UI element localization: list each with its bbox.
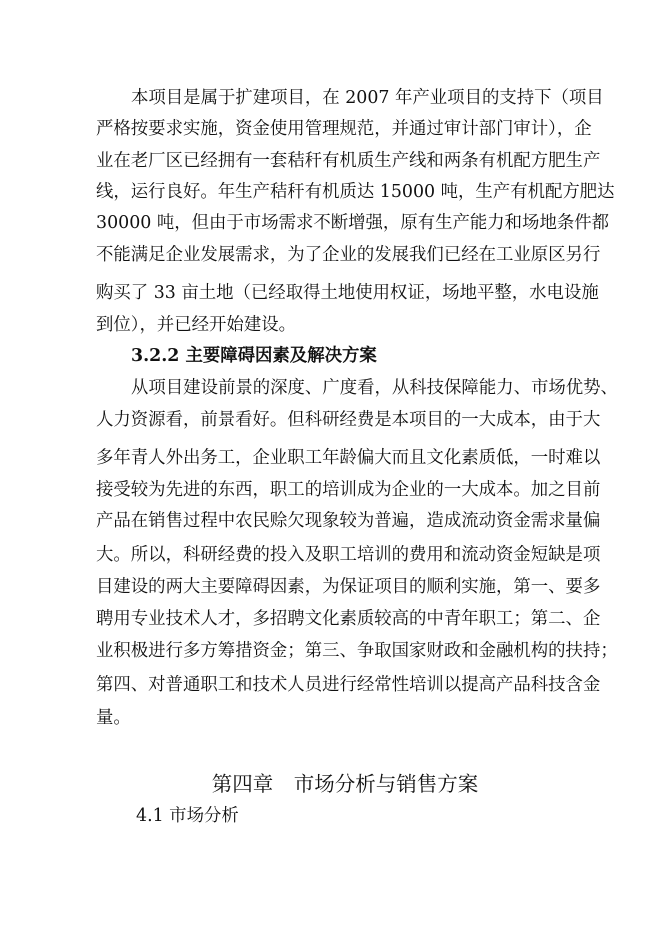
- paragraph-2-line-10: 第四、对普通职工和技术人员进行经常性培训以提高产品科技含金: [96, 675, 601, 695]
- paragraph-2-line-2: 人力资源看，前景看好。但科研经费是本项目的一大成本，由于大: [96, 410, 601, 430]
- section-title-4-1: 4.1 市场分析: [136, 806, 239, 826]
- chapter-title: 第四章 市场分析与销售方案: [211, 772, 479, 796]
- paragraph-2-line-11: 量。: [96, 708, 131, 728]
- paragraph-2-line-5: 产品在销售过程中农民赊欠现象较为普遍，造成流动资金需求量偏: [96, 511, 601, 531]
- paragraph-2-line-7: 目建设的两大主要障碍因素，为保证项目的顺利实施，第一、要多: [96, 577, 601, 597]
- paragraph-1-line-2: 严格按要求实施，资金使用管理规范，并通过审计部门审计），企: [96, 119, 592, 139]
- paragraph-1-line-7: 购买了 33 亩土地（已经取得土地使用权证，场地平整，水电设施: [96, 283, 599, 303]
- paragraph-1-line-6: 不能满足企业发展需求，为了企业的发展我们已经在工业原区另行: [96, 245, 601, 265]
- paragraph-2-line-3: 多年青人外出务工，企业职工年龄偏大而且文化素质低，一时难以: [96, 448, 601, 468]
- paragraph-2-line-8: 聘用专业技术人才，多招聘文化素质较高的中青年职工；第二、企: [96, 609, 601, 629]
- subheading-3-2-2: 3.2.2 主要障碍因素及解决方案: [131, 346, 377, 366]
- paragraph-1-line-8: 到位），并已经开始建设。: [96, 315, 296, 335]
- paragraph-2-line-9: 业积极进行多方筹措资金；第三、争取国家财政和金融机构的扶持；: [96, 641, 618, 661]
- paragraph-2-line-4: 接受较为先进的东西，职工的培训成为企业的一大成本。加之目前: [96, 480, 601, 500]
- paragraph-1-line-4: 线，运行良好。年生产秸秆有机质达 15000 吨，生产有机配方肥达: [96, 182, 615, 202]
- paragraph-2-line-1: 从项目建设前景的深度、广度看，从科技保障能力、市场优势、: [131, 378, 618, 398]
- paragraph-2-line-6: 大。所以，科研经费的投入及职工培训的费用和流动资金短缺是项: [96, 545, 601, 565]
- paragraph-1-line-1: 本项目是属于扩建项目，在 2007 年产业项目的支持下（项目: [131, 88, 604, 108]
- paragraph-1-line-3: 业在老厂区已经拥有一套秸秆有机质生产线和两条有机配方肥生产: [96, 151, 601, 171]
- paragraph-1-line-5: 30000 吨，但由于市场需求不断增强，原有生产能力和场地条件都: [96, 213, 610, 233]
